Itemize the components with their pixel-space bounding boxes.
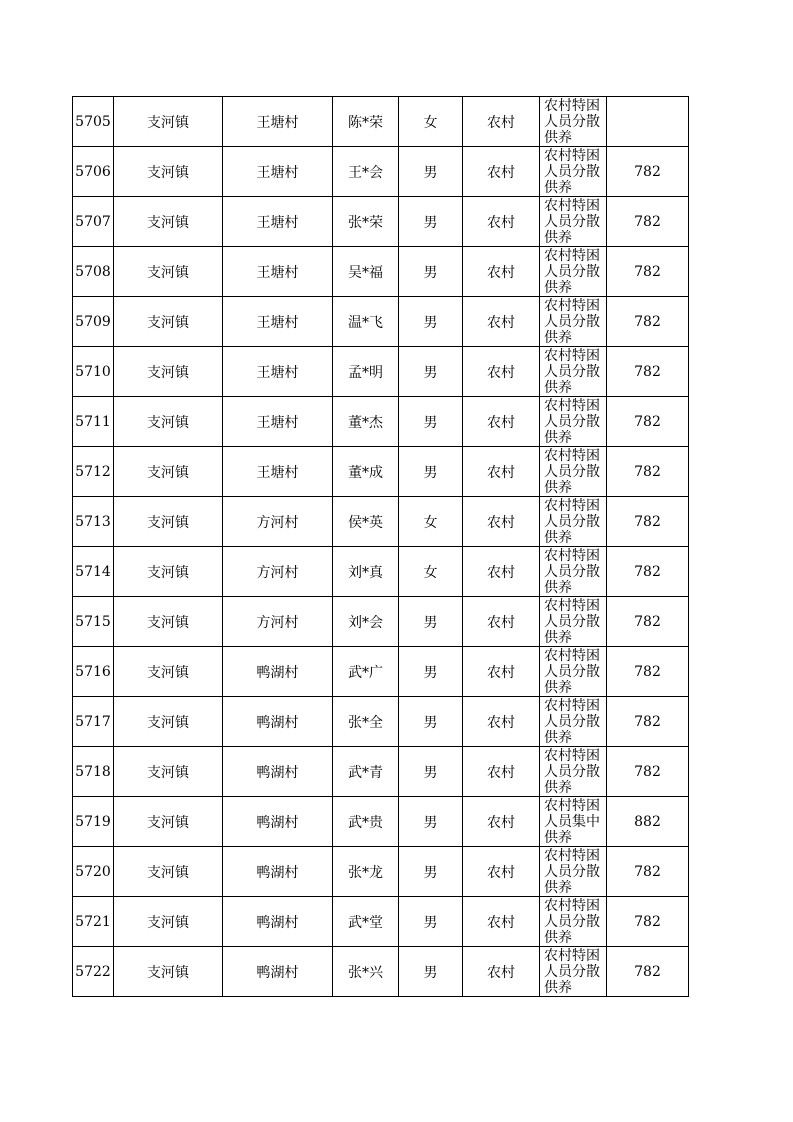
village-cell: 王塘村: [223, 297, 333, 347]
table-row: [73, 647, 689, 697]
area-cell: 农村: [463, 297, 540, 347]
amount-cell: 782: [607, 597, 689, 647]
support-type-cell: [540, 97, 607, 147]
amount-cell: 782: [607, 647, 689, 697]
row-number-cell: 5716: [73, 647, 114, 697]
name-cell: 侯*英: [333, 497, 399, 547]
amount-cell: 782: [607, 247, 689, 297]
village-cell: 王塘村: [223, 197, 333, 247]
support-type-cell: [540, 747, 607, 797]
table-body: [73, 97, 689, 997]
area-cell: 农村: [463, 847, 540, 897]
support-type-text: 农村特困人员分散供养: [544, 648, 600, 695]
town-cell: 支河镇: [114, 797, 223, 847]
village-cell: 王塘村: [223, 347, 333, 397]
amount-cell: 782: [607, 547, 689, 597]
name-cell: 张*兴: [333, 947, 399, 997]
area-cell: 农村: [463, 547, 540, 597]
support-type-text: 农村特困人员分散供养: [544, 98, 600, 145]
village-cell: 鸭湖村: [223, 747, 333, 797]
amount-cell: 782: [607, 747, 689, 797]
support-type-cell: [540, 447, 607, 497]
gender-cell: 男: [399, 747, 463, 797]
gender-cell: 男: [399, 147, 463, 197]
area-cell: 农村: [463, 247, 540, 297]
table-row: [73, 947, 689, 997]
support-type-text: 农村特困人员分散供养: [544, 748, 600, 795]
name-cell: 孟*明: [333, 347, 399, 397]
area-cell: 农村: [463, 697, 540, 747]
table-row: [73, 97, 689, 147]
village-cell: 王塘村: [223, 247, 333, 297]
gender-cell: 男: [399, 297, 463, 347]
area-cell: 农村: [463, 197, 540, 247]
amount-cell: 782: [607, 397, 689, 447]
support-type-text: 农村特困人员分散供养: [544, 598, 600, 645]
support-type-cell: [540, 947, 607, 997]
name-cell: 吴*福: [333, 247, 399, 297]
town-cell: 支河镇: [114, 97, 223, 147]
area-cell: 农村: [463, 397, 540, 447]
table-row: [73, 747, 689, 797]
name-cell: 王*会: [333, 147, 399, 197]
name-cell: 董*杰: [333, 397, 399, 447]
amount-cell: 782: [607, 297, 689, 347]
village-cell: 方河村: [223, 597, 333, 647]
village-cell: 鸭湖村: [223, 947, 333, 997]
support-type-cell: [540, 347, 607, 397]
support-type-cell: [540, 597, 607, 647]
row-number-cell: 5708: [73, 247, 114, 297]
name-cell: 温*飞: [333, 297, 399, 347]
support-type-cell: [540, 247, 607, 297]
name-cell: 张*龙: [333, 847, 399, 897]
support-type-cell: [540, 497, 607, 547]
support-type-cell: [540, 197, 607, 247]
gender-cell: 男: [399, 797, 463, 847]
table-row: [73, 447, 689, 497]
row-number-cell: 5714: [73, 547, 114, 597]
name-cell: 陈*荣: [333, 97, 399, 147]
name-cell: 武*堂: [333, 897, 399, 947]
gender-cell: 男: [399, 897, 463, 947]
town-cell: 支河镇: [114, 147, 223, 197]
town-cell: 支河镇: [114, 297, 223, 347]
gender-cell: 男: [399, 697, 463, 747]
name-cell: 武*贵: [333, 797, 399, 847]
village-cell: 方河村: [223, 547, 333, 597]
town-cell: 支河镇: [114, 547, 223, 597]
village-cell: 王塘村: [223, 147, 333, 197]
area-cell: 农村: [463, 347, 540, 397]
name-cell: 刘*真: [333, 547, 399, 597]
area-cell: 农村: [463, 147, 540, 197]
row-number-cell: 5713: [73, 497, 114, 547]
gender-cell: 男: [399, 447, 463, 497]
support-type-cell: [540, 397, 607, 447]
town-cell: 支河镇: [114, 447, 223, 497]
town-cell: 支河镇: [114, 897, 223, 947]
support-type-cell: [540, 697, 607, 747]
town-cell: 支河镇: [114, 697, 223, 747]
area-cell: 农村: [463, 497, 540, 547]
row-number-cell: 5722: [73, 947, 114, 997]
table-row: [73, 697, 689, 747]
name-cell: 董*成: [333, 447, 399, 497]
support-type-text: 农村特困人员集中供养: [544, 798, 600, 845]
area-cell: 农村: [463, 97, 540, 147]
town-cell: 支河镇: [114, 597, 223, 647]
records-table: [72, 96, 689, 997]
village-cell: 方河村: [223, 497, 333, 547]
table-row: [73, 297, 689, 347]
gender-cell: 女: [399, 97, 463, 147]
table-row: [73, 347, 689, 397]
table-row: [73, 897, 689, 947]
row-number-cell: 5712: [73, 447, 114, 497]
area-cell: 农村: [463, 747, 540, 797]
support-type-cell: [540, 897, 607, 947]
table-row: [73, 797, 689, 847]
gender-cell: 男: [399, 847, 463, 897]
area-cell: 农村: [463, 947, 540, 997]
town-cell: 支河镇: [114, 497, 223, 547]
area-cell: 农村: [463, 447, 540, 497]
village-cell: 王塘村: [223, 97, 333, 147]
amount-cell: 782: [607, 947, 689, 997]
support-type-cell: [540, 647, 607, 697]
village-cell: 鸭湖村: [223, 897, 333, 947]
table-row: [73, 597, 689, 647]
gender-cell: 女: [399, 497, 463, 547]
town-cell: 支河镇: [114, 347, 223, 397]
support-type-cell: [540, 847, 607, 897]
support-type-text: 农村特困人员分散供养: [544, 148, 600, 195]
support-type-cell: [540, 297, 607, 347]
gender-cell: 男: [399, 247, 463, 297]
gender-cell: 男: [399, 597, 463, 647]
amount-cell: 782: [607, 697, 689, 747]
village-cell: 鸭湖村: [223, 847, 333, 897]
amount-cell: 782: [607, 347, 689, 397]
row-number-cell: 5718: [73, 747, 114, 797]
town-cell: 支河镇: [114, 847, 223, 897]
support-type-text: 农村特困人员分散供养: [544, 248, 600, 295]
row-number-cell: 5715: [73, 597, 114, 647]
table-row: [73, 147, 689, 197]
amount-cell: 782: [607, 447, 689, 497]
name-cell: 张*全: [333, 697, 399, 747]
support-type-text: 农村特困人员分散供养: [544, 348, 600, 395]
row-number-cell: 5707: [73, 197, 114, 247]
village-cell: 鸭湖村: [223, 797, 333, 847]
area-cell: 农村: [463, 897, 540, 947]
village-cell: 鸭湖村: [223, 697, 333, 747]
village-cell: 王塘村: [223, 447, 333, 497]
amount-cell: 782: [607, 847, 689, 897]
row-number-cell: 5721: [73, 897, 114, 947]
town-cell: 支河镇: [114, 647, 223, 697]
village-cell: 王塘村: [223, 397, 333, 447]
gender-cell: 男: [399, 647, 463, 697]
name-cell: 张*荣: [333, 197, 399, 247]
row-number-cell: 5720: [73, 847, 114, 897]
row-number-cell: 5717: [73, 697, 114, 747]
amount-cell: [607, 97, 689, 147]
name-cell: 武*广: [333, 647, 399, 697]
support-type-text: 农村特困人员分散供养: [544, 398, 600, 445]
amount-cell: 782: [607, 497, 689, 547]
town-cell: 支河镇: [114, 397, 223, 447]
gender-cell: 男: [399, 197, 463, 247]
row-number-cell: 5709: [73, 297, 114, 347]
table-row: [73, 397, 689, 447]
support-type-text: 农村特困人员分散供养: [544, 698, 600, 745]
town-cell: 支河镇: [114, 247, 223, 297]
town-cell: 支河镇: [114, 747, 223, 797]
table-row: [73, 547, 689, 597]
support-type-text: 农村特困人员分散供养: [544, 198, 600, 245]
village-cell: 鸭湖村: [223, 647, 333, 697]
support-type-cell: [540, 547, 607, 597]
name-cell: 刘*会: [333, 597, 399, 647]
row-number-cell: 5705: [73, 97, 114, 147]
amount-cell: 782: [607, 197, 689, 247]
row-number-cell: 5710: [73, 347, 114, 397]
area-cell: 农村: [463, 647, 540, 697]
support-type-text: 农村特困人员分散供养: [544, 548, 600, 595]
support-type-text: 农村特困人员分散供养: [544, 948, 600, 995]
row-number-cell: 5706: [73, 147, 114, 197]
support-type-text: 农村特困人员分散供养: [544, 298, 600, 345]
area-cell: 农村: [463, 797, 540, 847]
support-type-text: 农村特困人员分散供养: [544, 898, 600, 945]
table-row: [73, 497, 689, 547]
amount-cell: 882: [607, 797, 689, 847]
area-cell: 农村: [463, 597, 540, 647]
table-row: [73, 197, 689, 247]
support-type-text: 农村特困人员分散供养: [544, 448, 600, 495]
support-type-cell: [540, 797, 607, 847]
support-type-text: 农村特困人员分散供养: [544, 848, 600, 895]
amount-cell: 782: [607, 147, 689, 197]
row-number-cell: 5711: [73, 397, 114, 447]
town-cell: 支河镇: [114, 947, 223, 997]
table-row: [73, 247, 689, 297]
amount-cell: 782: [607, 897, 689, 947]
support-type-text: 农村特困人员分散供养: [544, 498, 600, 545]
gender-cell: 女: [399, 547, 463, 597]
support-type-cell: [540, 147, 607, 197]
gender-cell: 男: [399, 347, 463, 397]
gender-cell: 男: [399, 397, 463, 447]
town-cell: 支河镇: [114, 197, 223, 247]
name-cell: 武*青: [333, 747, 399, 797]
row-number-cell: 5719: [73, 797, 114, 847]
table-row: [73, 847, 689, 897]
gender-cell: 男: [399, 947, 463, 997]
